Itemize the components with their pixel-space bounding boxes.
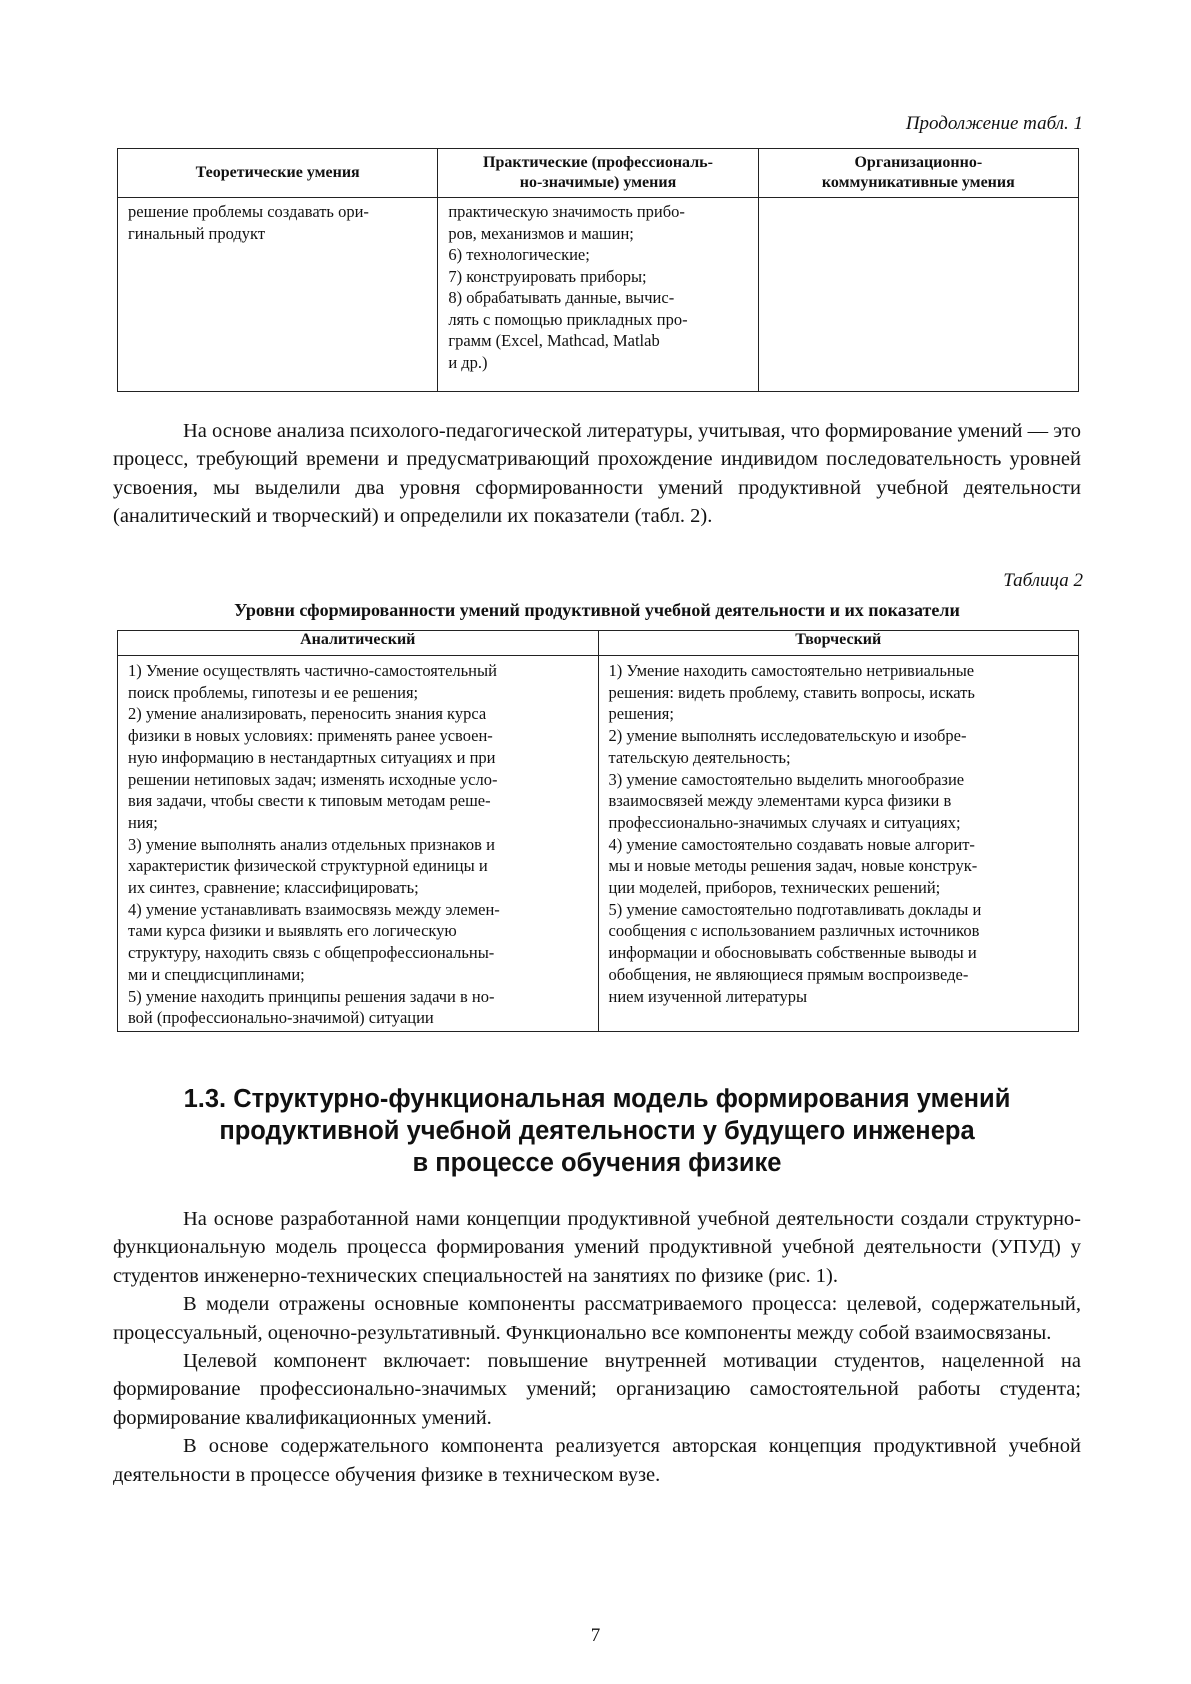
table2-header-analytic: Аналитический	[118, 631, 599, 656]
table-row	[118, 198, 1079, 392]
table2-cell-analytic: 1) Умение осуществлять частично-самостоятельный поиск проблемы, гипотезы и ее решения; 2) умение анализировать, переносить знания курса физики в новых условиях: применять ранее усвоен- ную информацию в нестандартных ситуациях и при решении нетиповых задач; изменять исходные усло- вия задачи, чтобы свести к типовым методам реше- ния; 3) умение выполнять анализ отдельных признаков и характеристик физической структурной единицы и их синтез, сравнение; классифицировать; 4) умение устанавливать взаимосвязь между элемен- тами курса физики и выявлять его логическую структуру, находить связь с общепрофессиональны- ми и спецдисциплинами; 5) умение находить принципы решения задачи в но- вой (профессионально-значимой) ситуации	[118, 656, 599, 1032]
body-paragraph: В модели отражены основные компоненты рассматриваемого процесса: целевой, содержательный, процессуальный, оценочно-результативный. Функционально все компоненты между собой взаимосвязаны.	[113, 1293, 1081, 1344]
body-paragraph: На основе разработанной нами концепции продуктивной учебной деятельности создали структурно-функциональную модель процесса формирования умений продуктивной учебной деятельности (УПУД) у студентов инженерно-технических специальностей на занятиях по физике (рис. 1).	[113, 1208, 1081, 1287]
table2-label: Таблица 2	[1003, 570, 1083, 591]
table1-cell-theoretical: решение проблемы создавать ори- гинальный продукт	[118, 198, 438, 392]
table1-continuation-label: Продолжение табл. 1	[905, 113, 1083, 134]
table-row	[118, 656, 1079, 1032]
body-paragraph: В основе содержательного компонента реализуется авторская концепция продуктивной учебной деятельности в процессе обучения физике в техническом вузе.	[113, 1435, 1081, 1486]
body-paragraph-block-1	[113, 417, 1081, 531]
page-number: 7	[590, 1625, 601, 1646]
table1-header-practical: Практические (профессиональ- но-значимые) умения	[438, 149, 758, 198]
table1	[117, 148, 1079, 392]
table2	[117, 630, 1079, 1032]
table1-header-row	[118, 149, 1079, 198]
table2-cell-creative: 1) Умение находить самостоятельно нетривиальные решения: видеть проблему, ставить вопросы, искать решения; 2) умение выполнять исследовательскую и изобре- тательскую деятельность; 3) умение самостоятельно выделить многообразие взаимосвязей между элементами курса физики в профессионально-значимых случаях и ситуациях; 4) умение самостоятельно создавать новые алгорит- мы и новые методы решения задач, новые конструк- ции моделей, приборов, технических решений; 5) умение самостоятельно подготавливать доклады и сообщения с использованием различных источников информации и обосновывать собственные выводы и обобщения, не являющиеся прямым воспроизведе- нием изученной литературы	[598, 656, 1079, 1032]
table2-header-creative: Творческий	[598, 631, 1079, 656]
table2-header-row	[118, 631, 1079, 656]
body-paragraph: На основе анализа психолого-педагогической литературы, учитывая, что формирование умений — это процесс, требующий времени и предусматривающий прохождение индивидом последовательность уровней усвоения, мы выделили два уровня сформированности умений продуктивной учебной деятельности (аналитический и творческий) и определили их показатели (табл. 2).	[113, 420, 1081, 528]
table1-header-theoretical: Теоретические умения	[118, 149, 438, 198]
table2-title: Уровни сформированности умений продуктивной учебной деятельности и их показатели	[234, 600, 960, 620]
body-paragraph: Целевой компонент включает: повышение внутренней мотивации студентов, нацеленной на формирование профессионально-значимых умений; организацию самостоятельной работы студента; формирование квалификационных умений.	[113, 1350, 1081, 1429]
table1-cell-practical: практическую значимость прибо- ров, механизмов и машин; 6) технологические; 7) конструировать приборы; 8) обрабатывать данные, вычис- лять с помощью прикладных про- грамм (Excel, Mathcad, Matlab и др.)	[438, 198, 758, 392]
body-paragraph-block-2	[113, 1205, 1081, 1489]
table1-cell-organizational	[758, 198, 1078, 392]
table1-header-organizational: Организационно- коммуникативные умения	[758, 149, 1078, 198]
section-title: 1.3. Структурно-функциональная модель формирования умений продуктивной учебной деятельности у будущего инженера в процессе обучения физике	[183, 1085, 1011, 1177]
